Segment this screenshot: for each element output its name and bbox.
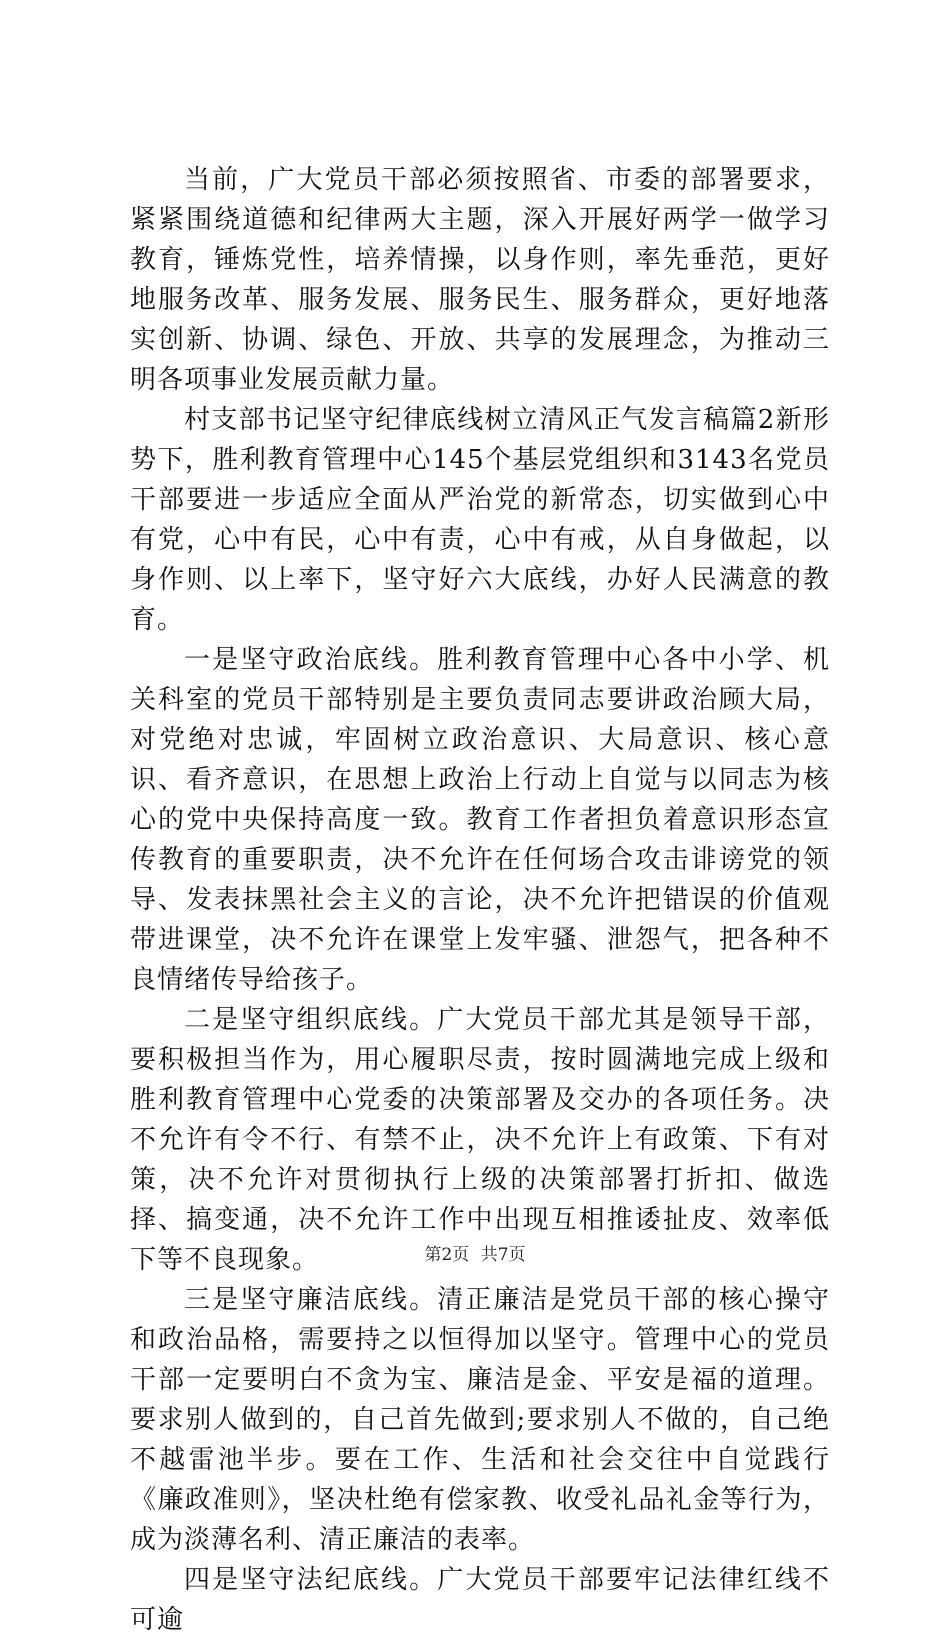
page-number: 第2页: [424, 1245, 470, 1265]
paragraph-2: 村支部书记坚守纪律底线树立清风正气发言稿篇2新形势下，胜利教育管理中心145个基层党组织和3143名党员干部要进一步适应全面从严治党的新常态，切实做到心中有党，心中有民，心中有责，心中有戒，从自身做起，以身作则、以上率下，坚守好六大底线，办好人民满意的教育。: [130, 405, 830, 635]
document-body: [130, 160, 830, 1640]
paragraph-3: 一是坚守政治底线。胜利教育管理中心各中小学、机关科室的党员干部特别是主要负责同志要讲政治顾大局，对党绝对忠诚，牢固树立政治意识、大局意识、核心意识、看齐意识，在思想上政治上行动上自觉与以同志为核心的党中央保持高度一致。教育工作者担负着意识形态宣传教育的重要职责，决不允许在任何场合攻击诽谤党的领导、发表抹黑社会主义的言论，决不允许把错误的价值观带进课堂，决不允许在课堂上发牢骚、泄怨气，把各种不良情绪传导给孩子。: [130, 645, 830, 995]
paragraph-6: 四是坚守法纪底线。广大党员干部要牢记法律红线不可逾: [130, 1565, 830, 1635]
page-total: 共7页: [480, 1245, 526, 1265]
paragraph-1: 当前，广大党员干部必须按照省、市委的部署要求，紧紧围绕道德和纪律两大主题，深入开展好两学一做学习教育，锤炼党性，培养情操，以身作则，率先垂范，更好地服务改革、服务发展、服务民生、服务群众，更好地落实创新、协调、绿色、开放、共享的发展理念，为推动三明各项事业发展贡献力量。: [130, 165, 830, 395]
paragraph-5: 三是坚守廉洁底线。清正廉洁是党员干部的核心操守和政治品格，需要持之以恒得加以坚守。管理中心的党员干部一定要明白不贪为宝、廉洁是金、平安是福的道理。要求别人做到的，自己首先做到;要求别人不做的，自己绝不越雷池半步。要在工作、生活和社会交往中自觉践行《廉政准则》，坚决杜绝有偿家教、收受礼品礼金等行为，成为淡薄名利、清正廉洁的表率。: [130, 1285, 830, 1555]
page-footer: [0, 1240, 950, 1265]
paragraph-4: 二是坚守组织底线。广大党员干部尤其是领导干部，要积极担当作为，用心履职尽责，按时圆满地完成上级和胜利教育管理中心党委的决策部署及交办的各项任务。决不允许有令不行、有禁不止，决不允许上有政策、下有对策，决不允许对贯彻执行上级的决策部署打折扣、做选择、搞变通，决不允许工作中出现互相推诿扯皮、效率低下等不良现象。: [130, 1005, 830, 1275]
